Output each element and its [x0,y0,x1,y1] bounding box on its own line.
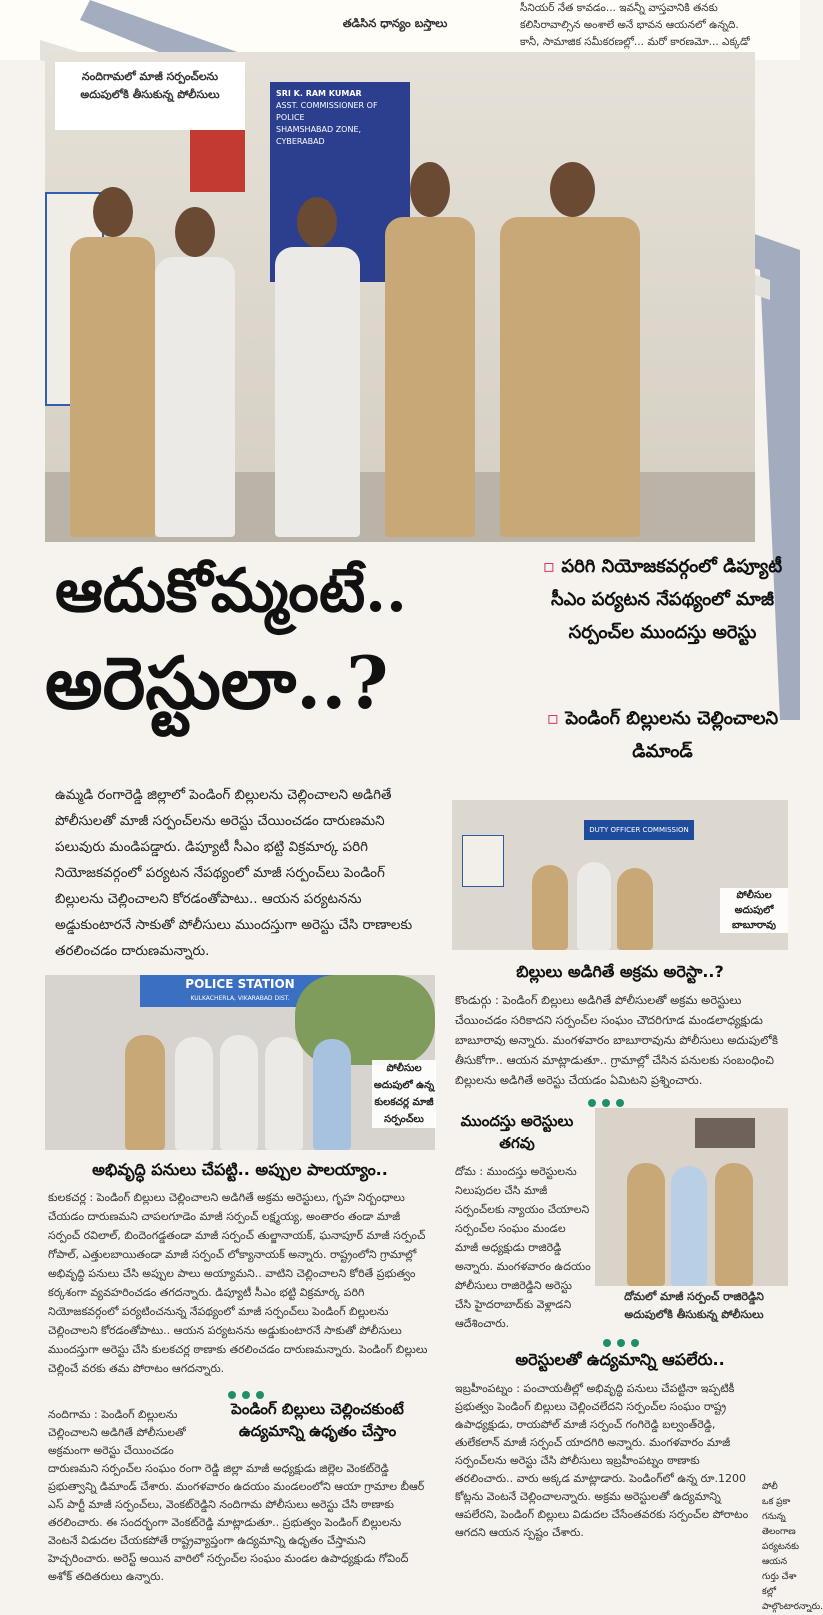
board-line-1: SRI K. RAM KUMAR [276,89,362,98]
right-photo-2 [595,1108,788,1286]
person-police-2 [385,217,475,537]
article-apalelaru-title: అరెస్టులతో ఉద్యమాన్ని ఆపలేరు.. [515,1350,725,1369]
person-civilian-4 [175,1037,213,1150]
edge-fragment-3: గనున్న తెలంగాణ [762,1512,796,1537]
article-udyamam-body: దారుణమని సర్పంచ్‌ల సంఘం రంగా రెడ్డి జిల్లా మాజీ అధ్యక్షుడు జిల్లెల వెంకట్‌రెడ్డి ప్రభుత్వాన్ని డిమాండ్ చేశారు. మంగళవారం ఉదయం మండలంలోని ఆయా గ్రామాల బీఆర్ ఎస్ పార్టీ మాజీ సర్పంచ్‌లు, వెంకట్‌రెడ్డిని నందిగామ పోలీసులు అరెస్టు చేసి ఠాణాకు తరలించారు. ఈ సందర్భంగా వెంకట్‌రెడ్డి మాట్లాడుతూ.. ప్రభుత్వం పెండింగ్ బిల్లులను వెంటనే విడుదల చేయకపోతే రాష్ట్రవ్యాప్తంగా ఉద్యమాన్ని ఉధృతం చేస్తామని హెచ్చరించారు. అరెస్ట్ అయిన వారిలో సర్పంచ్‌ల సంఘం మండల ఉపాధ్యక్షుడు గోవింద్ అశోక్ తదితరులు ఉన్నారు. [48,1462,425,1583]
person-police-4 [532,865,568,950]
article-babu-title: బిల్లులు అడిగితే అక్రమ అరెస్టా..? [516,962,724,981]
bullet-icon: ▫ [542,556,562,577]
person-civilian-5 [220,1035,258,1150]
separator-dots [225,1384,267,1394]
person-head-2 [175,207,215,257]
article-udyamam-body-short: నందిగామ : పెండింగ్ బిల్లులను చెల్లించాలని అడిగితే పోలీసులతో అక్రమంగా అరెస్టు చేయించడం [48,1408,186,1457]
article-apalelaru-body: ఇబ్రహీంపట్నం : పంచాయతీల్లో అభివృద్ధి పనులు చేపట్టినా ఇప్పటికీ ప్రభుత్వం పెండింగ్ బిల్లులు చెల్లించలేదని సర్పంచ్‌ల సంఘం రాష్ట్ర ఉపాధ్యక్షుడు, రాయపోల్ మాజీ సర్పంచ్ గంగిరెడ్డి బల్వంత్‌రెడ్డి, తులేకలాన్ మాజీ సర్పంచ్ యాదగిరి అన్నారు. మంగళవారం మాజీ సర్పంచ్‌లను అరెస్టు చేసి పోలీసులు ఇబ్రహీంపట్నం ఠాణాకు తరలించారు.. వారు అక్కడ మాట్లాడారు. పెండింగ్‌లో ఉన్న రూ.1200 కోట్లను వెంటనే చెల్లించాలన్నారు. అక్రమ అరెస్టులతో ఉద్యమాన్ని ఆపలేరని, పెండింగ్ బిల్లులు విడుదల చేసేంతవరకు సర్పంచ్‌ల పోరాటం ఆగదని ఆయన స్పష్టం చేశారు. [455,1382,749,1539]
edge-fragment-5: ఆయన గుర్తు చేశా [762,1557,797,1582]
person-head-5 [550,162,595,217]
person-police-6 [125,1035,165,1150]
bullet-icon: ▫ [546,708,566,729]
person-police-5 [617,868,653,950]
edge-fragment-2: ఒక ప్రకా [762,1497,791,1507]
building-window [695,1118,755,1148]
right-edge-column [762,1480,823,1615]
person-civilian-7 [313,1039,351,1150]
article-abhivrudhi-body: కులకచర్ల : పెండింగ్ బిల్లులు చెల్లించాలని అడిగితే అక్రమ అరెస్టులు, గృహ నిర్బంధాలు చేయడం దారుణమని చాపలగూడెం మాజీ సర్పంచ్ లక్ష్మయ్య, అంతారం తండా మాజీ సర్పంచ్ రవిలాల్, బిందెంగడ్డతండా మాజీ సర్పంచ్ తుల్జానాయక్, ఘనాపూర్ మాజీ సర్పంచ్ గోపాల్, ఎత్తులబాయితండా మాజీ సర్పంచ్ లోక్యానాయక్ అన్నారు. రాష్ట్రంలోని గ్రామాల్లో అభివృద్ధి పనులు చేసి అప్పుల పాలు అయ్యామని.. వాటిని చెల్లించాలని కోరితే ప్రభుత్వం కర్కశంగా వ్యవహరించడం తగదన్నారు. డిప్యూటీ సీఎం భట్టి విక్రమార్క పరిగి నియోజకవర్గంలో పర్యటించనున్న నేపథ్యంలో మాజీ సర్పంచ్‌లు పెండింగ్ బిల్లులను చెల్లించాలని కోరడంతోపాటు.. ఆయన పర్యటనను అడ్డుకుంటారనే సాకుతో పోలీసులు ముందస్తుగా అరెస్టు చేసి కులకచర్ల ఠాణాకు తరలించడం దారుణమన్నారు. పెండింగ్ బిల్లులు చెల్లించే వరకు తమ పోరాటం ఆగదన్నారు. [48,1191,428,1375]
banner-title: POLICE STATION [185,977,295,991]
article-babu-body: కొండుర్గు : పెండింగ్ బిల్లులు అడిగితే పోలీసులతో అక్రమ అరెస్టులు చేయించడం సరికాదని సర్పంచ్‌ల సంఘం చౌదరిగూడ మండలాధ్యక్షుడు బాబూరావు అన్నారు. మంగళవారం బాబూరావును పోలీసులు అదుపులోకి తీసుకోగా.. ఆయన మాట్లాడుతూ.. గ్రామాల్లో చేసిన పనులకు సంబంధించి బిల్లులను అడిగితే అరెస్టు చేయడం ఏమిటని ప్రశ్నించారు. [455,993,779,1087]
article-abhivrudhi-title: అభివృద్ధి పనులు చేపట్టి.. అప్పుల పాలయ్యాం.. [92,1160,388,1179]
person-civilian-1 [155,257,235,537]
person-police-3 [500,217,640,537]
headline-line-1: ఆదుకోమ్మంటే.. [55,556,407,626]
right-photo-2-caption: దోమలో మాజీ సర్పంచ్ రాజిరెడ్డిని అదుపులోకి తీసుకున్న పోలీసులు [624,1290,764,1321]
right-photo-1-caption: పోలీసుల అదుపులో బాబూరావు [720,888,788,933]
separator-dots [600,1332,642,1342]
right-photo-1 [452,800,788,950]
board-sign: DUTY OFFICER COMMISSION [584,820,694,840]
article-udyamam-title: పెండింగ్ బిల్లులు చెల్లించకుంటే ఉద్యమాన్ని ఉధృతం చేస్తాం [231,1400,404,1440]
sub-point-1-text: పరిగి నియోజకవర్గంలో డిప్యూటీ సీఎం పర్యటన నేపథ్యంలో మాజీ సర్పంచ్‌ల ముందస్తు అరెస్టు [550,556,783,643]
banner-sub: KULKACHERLA, VIKARABAD DIST. [190,995,290,1002]
person-police-7 [627,1163,665,1286]
person-civilian-3 [577,862,611,950]
article-munduste-body: దోమ : ముందస్తు అరెస్టులను నిలుపుదల చేసి మాజీ సర్పంచ్‌లకు న్యాయం చేయాలని సర్పంచ్‌ల సంఘం మండల మాజీ అధ్యక్షుడు రాజిరెడ్డి అన్నారు. మంగళవారం ఉదయం పోలీసులు రాజిరెడ్డిని అరెస్టు చేసి హైదరాబాద్‌కు వెళ్లాడని ఆదేశించారు. [455,1165,591,1330]
person-head-3 [297,197,337,247]
edge-fragment-1: పోలీ [762,1482,778,1492]
person-civilian-2 [275,247,360,537]
main-photo [45,52,755,542]
edge-fragment-4: పర్యటనకు [762,1542,799,1552]
board-line-2: ASST. COMMISSIONER OF POLICE [276,101,378,122]
intro-text: ఉమ్మడి రంగారెడ్డి జిల్లాలో పెండింగ్ బిల్లులను చెల్లించాలని అడిగితే పోలీసులతో మాజీ సర్పంచ్‌లను అరెస్టు చేయించడం దారుణమని పలువురు మండిపడ్డారు. డిప్యూటీ సీఎం భట్టి విక్రమార్క పరిగి నియోజకవర్గంలో పర్యటన నేపథ్యంలో మాజీ సర్పంచ్‌లు పెండింగ్ బిల్లులను చెల్లించాలని కోరడంతోపాటు.. ఆయన పర్యటనను అడ్డుకుంటారనే సాకుతో పోలీసులు ముందస్తుగా అరెస్టు చేసి రాణాలకు తరలించడం దారుణమన్నారు. [55,787,413,959]
left-photo-2-caption: పోలీసుల అదుపులో ఉన్న కులకచర్ల మాజీ సర్పంచ్‌లు [372,1060,436,1128]
sub-point-2 [535,702,790,768]
person-police-1 [70,237,155,537]
person-head-1 [93,187,133,237]
main-photo-caption: నందిగామలో మాజీ సర్పంచ్‌లను అదుపులోకి తీసుకున్న పోలీసులు [80,70,220,101]
person-civilian-6 [265,1037,303,1150]
wall-poster [462,835,504,887]
person-civilian-8 [671,1166,707,1286]
top-right-text: సీనియర్ నేత కావడం... ఇవన్నీ వాస్తవానికి తనకు కలిసిరావాల్సిన అంశాలే అనే భావన ఆయనలో ఉన్నది. కానీ, సామాజిక సమీకరణల్లో... మరో కారణమో... ఎక్కడో [520,2,750,48]
article-munduste-title: ముందస్తు అరెస్టులు తగవు [460,1112,574,1152]
edge-fragment-6: కల్లో పాల్గొంటారన్నారు. [762,1587,823,1612]
board-line-3: SHAMSHABAD ZONE, CYBERABAD [276,125,362,146]
separator-dots [585,1092,627,1102]
person-police-8 [715,1163,753,1286]
sub-point-2-text: పెండింగ్ బిల్లులను చెల్లించాలని డిమాండ్ [565,708,779,762]
person-head-4 [410,162,450,217]
headline-line-2: అరెస్టులా..? [45,640,389,725]
top-center-caption: తడిసిన ధాన్యం బస్తాలు [342,16,448,30]
sub-point-1 [535,550,790,649]
